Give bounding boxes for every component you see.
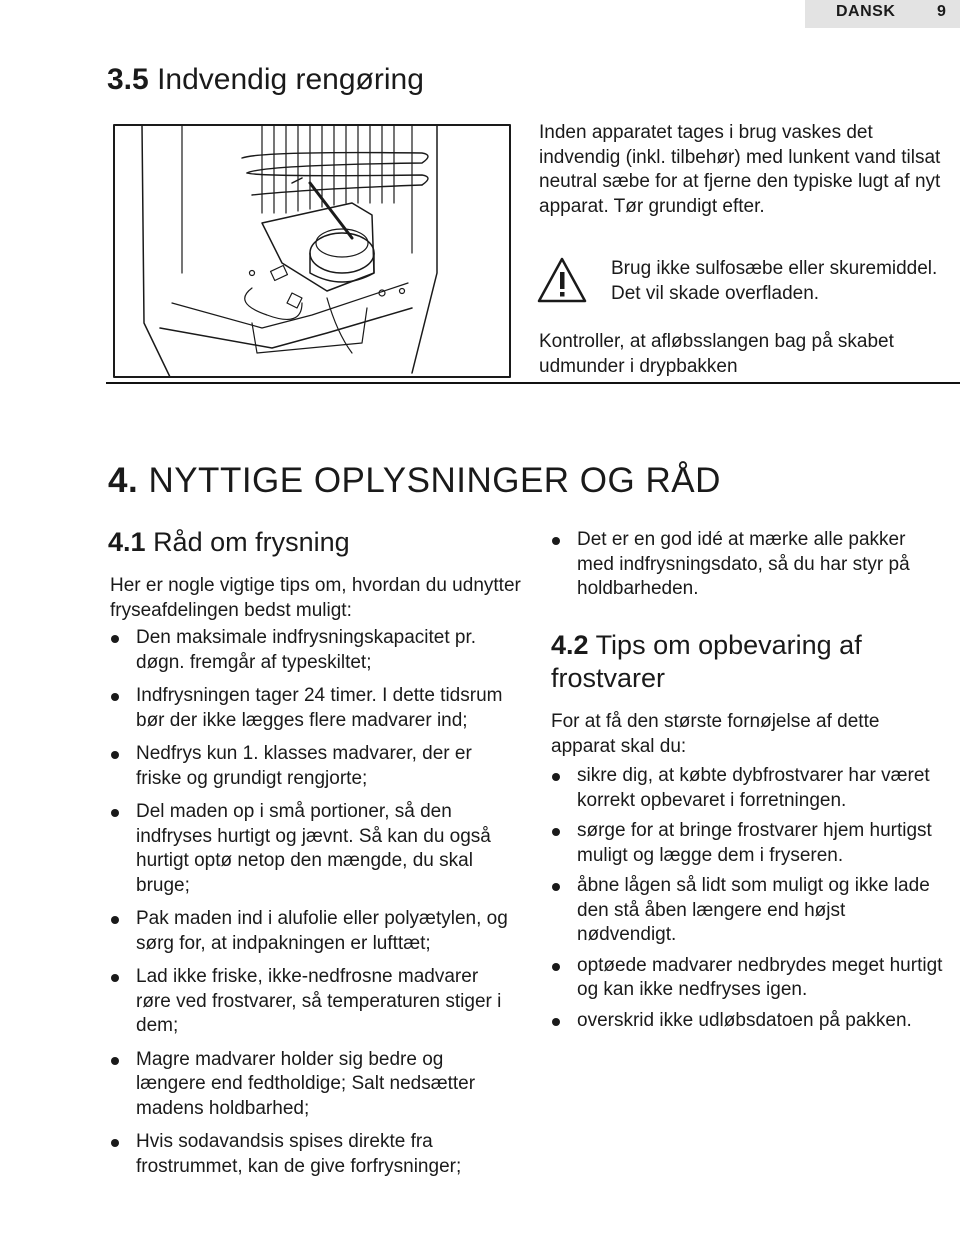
list-item: overskrid ikke udløbsdatoen på pakken. bbox=[551, 1009, 946, 1034]
freezing-tips-list-continued bbox=[551, 528, 946, 610]
fridge-interior-drain-illustration bbox=[112, 123, 512, 379]
section-number: 3.5 bbox=[107, 63, 149, 96]
list-item: åbne lågen så lidt som muligt og ikke lade den stå åben længere end højst nødvendigt. bbox=[551, 874, 946, 948]
chapter-title-text: NYTTIGE OPLYSNINGER OG RÅD bbox=[148, 461, 721, 500]
section-number: 4.2 bbox=[551, 630, 589, 660]
section-number: 4.1 bbox=[108, 527, 146, 557]
section-title-text: Tips om opbevaring af frostvarer bbox=[551, 630, 862, 693]
section-divider bbox=[106, 382, 960, 384]
list-item: Pak maden ind i alufolie eller polyætylen, og sørg for, at indpakningen er lufttæt; bbox=[110, 907, 510, 956]
section-3-5-title bbox=[107, 63, 424, 97]
list-item: Den maksimale indfrysningskapacitet pr. døgn. fremgår af typeskiltet; bbox=[110, 626, 510, 675]
header-language: DANSK bbox=[836, 3, 896, 20]
freezing-tips-list bbox=[110, 626, 510, 1188]
chapter-4-title bbox=[108, 461, 721, 501]
list-item: Magre madvarer holder sig bedre og længere end fedtholdige; Salt nedsætter madens holdbarhed; bbox=[110, 1048, 510, 1122]
drain-check-text: Kontroller, at afløbsslangen bag på skabet udmunder i drypbakken bbox=[539, 331, 894, 377]
cleaning-instructions: Inden apparatet tages i brug vaskes det indvendig (inkl. tilbehør) med lunkent vand tilsat neutral sæbe for at fjerne den typiske lugt af nyt apparat. Tør grundigt efter. bbox=[539, 122, 941, 217]
list-item: Det er en god idé at mærke alle pakker med indfrysningsdato, så du har styr på holdbarheden. bbox=[551, 528, 946, 602]
list-item: Indfrysningen tager 24 timer. I dette tidsrum bør der ikke lægges flere madvarer ind; bbox=[110, 684, 510, 733]
list-item: sørge for at bringe frostvarer hjem hurtigst muligt og lægge dem i fryseren. bbox=[551, 819, 946, 868]
section-4-1-title bbox=[108, 526, 350, 559]
chapter-number: 4. bbox=[108, 461, 139, 500]
list-item: Lad ikke friske, ikke-nedfrosne madvarer røre ved frostvarer, så temperaturen stiger i dem; bbox=[110, 965, 510, 1039]
storage-tips-list bbox=[551, 764, 946, 1039]
storage-intro: For at få den største fornøjelse af dette apparat skal du: bbox=[551, 711, 880, 757]
list-item: Nedfrys kun 1. klasses madvarer, der er friske og grundigt rengjorte; bbox=[110, 742, 510, 791]
section-4-2-title bbox=[551, 629, 931, 695]
list-item: sikre dig, at købte dybfrostvarer har været korrekt opbevaret i forretningen. bbox=[551, 764, 946, 813]
list-item: optøede madvarer nedbrydes meget hurtigt og kan ikke nedfryses igen. bbox=[551, 954, 946, 1003]
list-item: Del maden op i små portioner, så den indfryses hurtigt og jævnt. Så kan du også hurtigt optø netop den mængde, du skal bruge; bbox=[110, 800, 510, 898]
warning-text: Brug ikke sulfosæbe eller skuremiddel. Det vil skade overfladen. bbox=[611, 258, 938, 304]
list-item: Hvis sodavandsis spises direkte fra frostrummet, kan de give forfrysninger; bbox=[110, 1130, 510, 1179]
warning-triangle-icon bbox=[536, 256, 588, 304]
section-title-text: Råd om frysning bbox=[153, 527, 350, 557]
section-title-text: Indvendig rengøring bbox=[157, 63, 424, 96]
page-number: 9 bbox=[937, 3, 946, 20]
freezing-intro: Her er nogle vigtige tips om, hvordan du udnytter fryseafdelingen bedst muligt: bbox=[110, 575, 521, 621]
